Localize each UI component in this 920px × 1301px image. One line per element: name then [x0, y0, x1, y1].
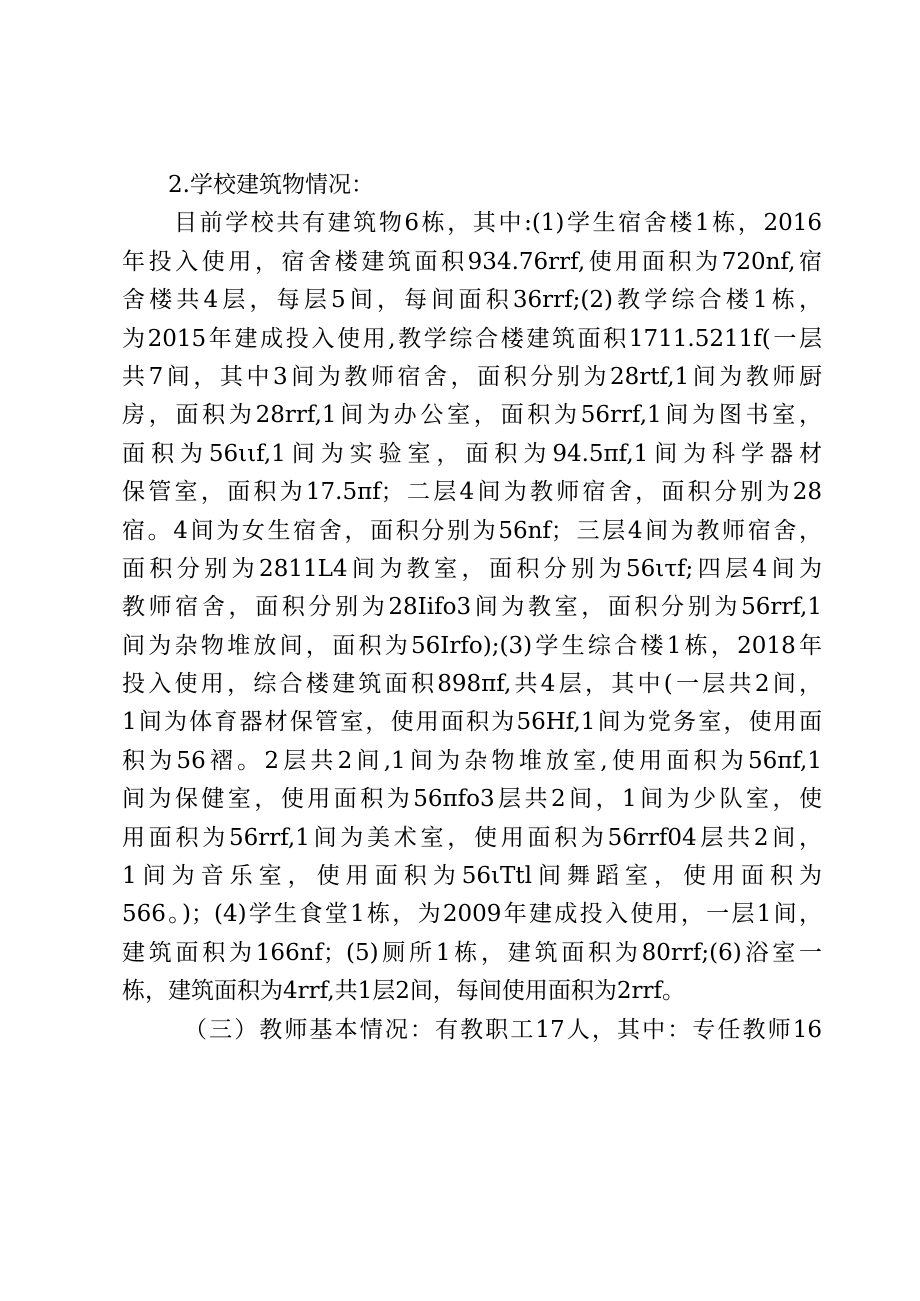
- paragraph-line-18: 1间为音乐室，使用面积为56ιTtl间舞蹈室，使用面积为: [122, 863, 822, 890]
- paragraph-line-12: 间为杂物堆放间，面积为56Irfo);(3)学生综合楼1栋，2018年: [122, 632, 822, 659]
- paragraph-line-16: 间为保健室，使用面积为56πfo3层共2间，1间为少队室，使: [122, 786, 822, 813]
- paragraph-line-6: 房，面积为28rrf,1间为办公室，面积为56rrf,1间为图书室，: [122, 402, 822, 429]
- document-text: [122, 166, 822, 1049]
- paragraph-line-20: 建筑面积为166nf；(5)厕所1栋，建筑面积为80rrf;(6)浴室一: [122, 939, 822, 966]
- paragraph-line-5: 共7间，其中3间为教师宿舍，面积分别为28rtf,1间为教师厨: [122, 363, 822, 390]
- paragraph-line-2: 年投入使用，宿舍楼建筑面积934.76rrf,使用面积为720nf,宿: [122, 248, 822, 275]
- paragraph-line-21: 栋，建筑面积为4rrf,共1层2间，每间使用面积为2rrf。: [122, 978, 686, 1005]
- paragraph-line-19: 566。)；(4)学生食堂1栋，为2009年建成投入使用，一层1间，: [122, 901, 822, 928]
- section-heading: 2.学校建筑物情况：: [168, 172, 374, 198]
- paragraph-line-3: 舍楼共4层，每层5间，每间面积36rrf;(2)教学综合楼1栋，: [122, 287, 822, 314]
- paragraph-line-15: 积为56褶。2层共2间,1间为杂物堆放室,使用面积为56πf,1: [122, 747, 822, 774]
- paragraph-line-8: 保管室，面积为17.5πf；二层4间为教师宿舍，面积分别为28: [122, 479, 822, 506]
- paragraph-line-11: 教师宿舍，面积分别为28Iifo3间为教室，面积分别为56rrf,1: [122, 594, 822, 621]
- paragraph-line-13: 投入使用，综合楼建筑面积898πf,共4层，其中(一层共2间，: [122, 671, 822, 698]
- paragraph-line-7: 面积为56ιιf,1间为实验室，面积为94.5πf,1间为科学器材: [122, 440, 822, 467]
- paragraph-line-17: 用面积为56rrf,1间为美术室，使用面积为56rrf04层共2间，: [122, 824, 822, 851]
- paragraph-line-9: 宿。4间为女生宿舍，面积分别为56nf；三层4间为教师宿舍，: [122, 517, 822, 544]
- paragraph-line-4: 为2015年建成投入使用,教学综合楼建筑面积1711.5211f(一层: [122, 325, 822, 352]
- teacher-section-line: （三）教师基本情况：有教职工17人，其中：专任教师16: [184, 1016, 822, 1043]
- paragraph-line-10: 面积分别为2811L4间为教室，面积分别为56ιτf;四层4间为: [122, 555, 822, 582]
- paragraph-line-14: 1间为体育器材保管室，使用面积为56Hf,1间为党务室，使用面: [122, 709, 822, 736]
- paragraph-line-1: 目前学校共有建筑物6栋，其中:(1)学生宿舍楼1栋，2016: [174, 210, 822, 237]
